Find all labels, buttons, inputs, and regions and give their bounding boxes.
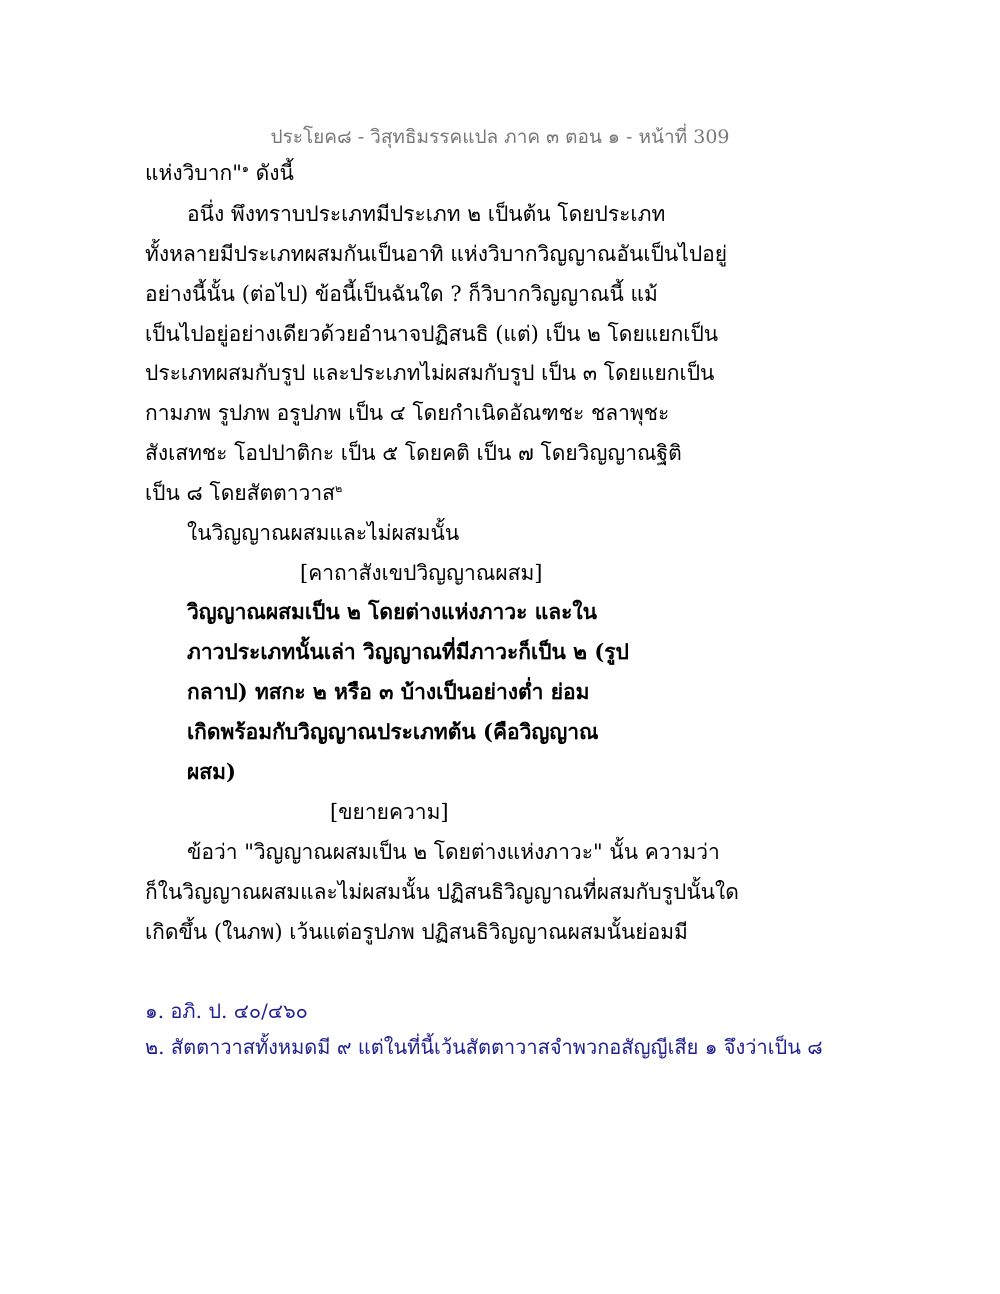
body-line <box>145 478 342 508</box>
verse-line: วิญญาณผสมเป็น ๒ โดยต่างแห่งภาวะ และใน <box>187 599 597 624</box>
verse-line: กลาป) ทสกะ ๒ หรือ ๓ บ้างเป็นอย่างต่ำ ย่อม <box>187 679 590 704</box>
body-line: สังเสทชะ โอปปาติกะ เป็น ๕ โดยคติ เป็น ๗ โดยวิญญาณฐิติ <box>145 441 682 465</box>
body-line <box>145 158 294 188</box>
verse-line: เกิดพร้อมกับวิญญาณประเภทต้น (คือวิญญาณ <box>187 719 599 744</box>
running-header: ประโยค๘ - วิสุทธิมรรคแปล ภาค ๓ ตอน ๑ - หน้าที่ 309 <box>270 126 730 148</box>
footnote-marker: ๑ <box>241 162 249 175</box>
footnote: ๒. สัตตาวาสทั้งหมดมี ๙ แต่ในที่นี้เว้นสัตตาวาสจำพวกอสัญญีเสีย ๑ จึงว่าเป็น ๘ <box>145 1035 823 1059</box>
body-line-text: แห่งวิบาก" <box>145 161 242 185</box>
body-line: ในวิญญาณผสมและไม่ผสมนั้น <box>187 521 460 545</box>
section-heading: [คาถาสังเขปวิญญาณผสม] <box>300 561 543 585</box>
body-line: ก็ในวิญญาณผสมและไม่ผสมนั้น ปฏิสนธิวิญญาณที่ผสมกับรูปนั้นใด <box>145 880 739 904</box>
body-line: ทั้งหลายมีประเภทผสมกันเป็นอาทิ แห่งวิบากวิญญาณอันเป็นไปอยู่ <box>145 242 728 266</box>
body-line: เป็นไปอยู่อย่างเดียวด้วยอำนาจปฏิสนธิ (แต่) เป็น ๒ โดยแยกเป็น <box>145 322 719 346</box>
body-line-tail: ดังนี้ <box>248 161 294 185</box>
body-line: ประเภทผสมกับรูป และประเภทไม่ผสมกับรูป เป็น ๓ โดยแยกเป็น <box>145 361 715 385</box>
body-line: อนึ่ง พึงทราบประเภทมีประเภท ๒ เป็นต้น โดยประเภท <box>187 202 666 226</box>
footnote-marker: ๒ <box>334 482 343 495</box>
verse-line: ผสม) <box>187 759 236 784</box>
section-heading: [ขยายความ] <box>330 800 449 824</box>
footnote: ๑. อภิ. ป. ๔๐/๔๖๐ <box>145 999 308 1023</box>
body-line: กามภพ รูปภพ อรูปภพ เป็น ๔ โดยกำเนิดอัณฑชะ ชลาพุชะ <box>145 401 670 425</box>
body-line: อย่างนี้นั้น (ต่อไป) ข้อนี้เป็นฉันใด ? ก็วิบากวิญญาณนี้ แม้ <box>145 282 658 306</box>
verse-line: ภาวประเภทนั้นเล่า วิญญาณที่มีภาวะก็เป็น ๒ (รูป <box>187 639 629 664</box>
body-line: ข้อว่า "วิญญาณผสมเป็น ๒ โดยต่างแห่งภาวะ" นั้น ความว่า <box>187 840 720 864</box>
body-line: เกิดขึ้น (ในภพ) เว้นแต่อรูปภพ ปฏิสนธิวิญญาณผสมนั้นย่อมมี <box>145 920 688 944</box>
body-line-text: เป็น ๘ โดยสัตตาวาส <box>145 481 335 505</box>
